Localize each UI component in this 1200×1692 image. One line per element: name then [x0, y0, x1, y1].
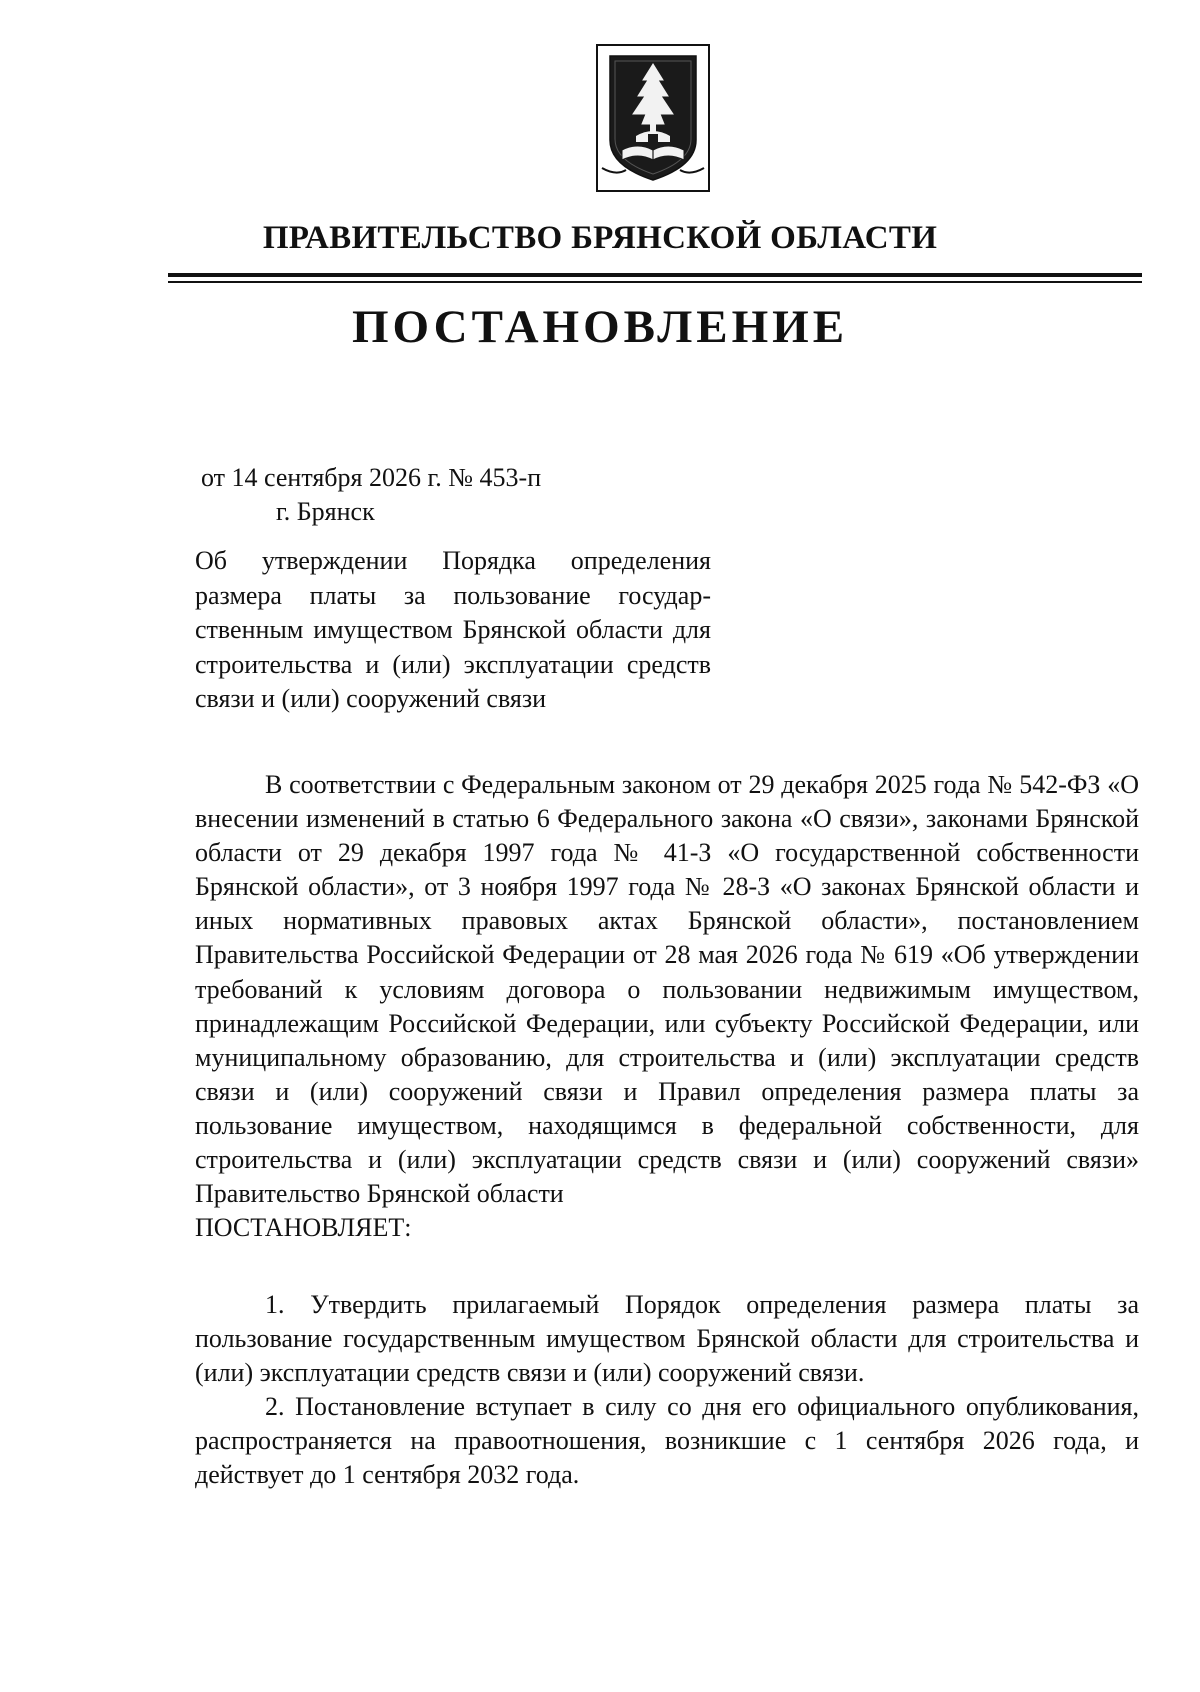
- organization-title: ПРАВИТЕЛЬСТВО БРЯНСКОЙ ОБЛАСТИ: [262, 220, 938, 256]
- decree-items: [195, 1288, 1139, 1493]
- header-rule-thin: [168, 281, 1142, 283]
- coat-of-arms-icon: [596, 44, 710, 192]
- city: г. Брянск: [276, 497, 375, 526]
- decree-word: ПОСТАНОВЛЯЕТ:: [195, 1213, 412, 1243]
- preamble-block: [195, 768, 1139, 1245]
- decree-item-2: 2. Постановление вступает в силу со дня его официального опубликования, распространяется на правоотношения, возникшие с 1 сентября 2026 года, и действует до 1 сентября 2032 года.: [195, 1392, 1139, 1490]
- document-subject: Об утверждении Порядка определения размера платы за пользование государственным имуществом Брянской области для строительства и (или) эксплуатации средств связи и (или) сооружений связи: [195, 546, 711, 713]
- header-rule-thick: [168, 273, 1142, 277]
- document-type-title: ПОСТАНОВЛЕНИЕ: [351, 301, 849, 353]
- decree-item-1: 1. Утвердить прилагаемый Порядок определения размера платы за пользование государственным имуществом Брянской области для строительства и (или) эксплуатации средств связи и (или) сооружений связи.: [195, 1290, 1139, 1388]
- preamble-paragraph: В соответствии с Федеральным законом от 29 декабря 2025 года № 542-ФЗ «О внесении изменений в статью 6 Федерального закона «О связи», законами Брянской области от 29 декабря 1997 года № 41-З «О государственной собственности Брянской области», от 3 ноября 1997 года № 28-З «О законах Брянской области и иных нормативных правовых актах Брянской области», постановлением Правительства Российской Федерации от 28 мая 2026 года № 619 «Об утверждении требований к условиям договора о пользовании недвижимым имуществом, принадлежащим Российской Федерации, или субъекту Российской Федерации, или муниципальному образованию, для строительства и (или) эксплуатации средств связи и (или) сооружений связи и Правил определения размера платы за пользование имуществом, находящимся в федеральной собственности, для строительства и (или) эксплуатации средств связи и (или) сооружений связи» Правительство Брянской области: [195, 770, 1139, 1209]
- date-and-number: от 14 сентября 2026 г. № 453-п: [201, 463, 542, 492]
